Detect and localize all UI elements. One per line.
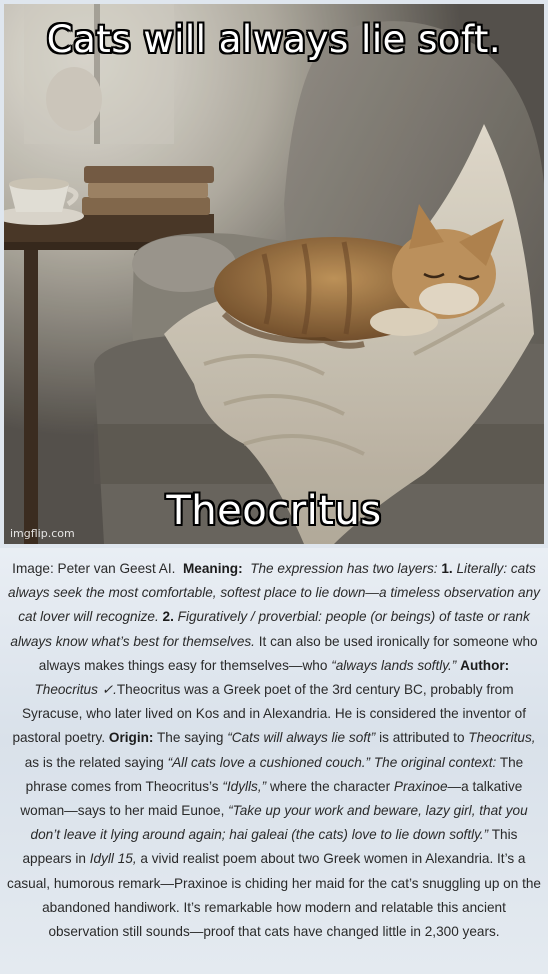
meme-image — [4, 4, 544, 544]
image-credit: Image: Peter van Geest AI. — [12, 561, 176, 576]
cat-on-armchair-illustration — [4, 4, 544, 544]
imgflip-watermark: imgflip.com — [10, 527, 75, 540]
bottom-caption: Theocritus — [166, 488, 382, 534]
description-panel — [0, 548, 548, 974]
top-caption: Cats will always lie soft. — [46, 18, 502, 61]
description-text: Image: Peter van Geest AI. Meaning: The expression has two layers: 1. Literally: cats always seek the most comfortable, softest place to lie down—a timeless observation any cat lover will recognize. 2. Figuratively / proverbial: people (or beings) of taste or rank always know what’s best for themselves. It can also be used ironically for someone who always makes things easy for themselves—who “always lands softly.” Author: Theocritus ✓.Theocritus was a Greek poet of the 3rd century BC, probably from Syracuse, who later lived on Kos and in Alexandria. He is considered the inventor of pastoral poetry. Origin: The saying “Cats will always lie soft” is attributed to Theocritus, as is the related saying “All cats love a cushioned couch.” The original context: The phrase comes from Theocritus’s “Idylls,” where the character Praxinoe—a talkative woman—says to her maid Eunoe, “Take up your work and beware, lazy girl, that you don’t leave it lying around again; hai galeai (the cats) love to lie down softly.” This appears in Idyll 15, a vivid realist poem about two Greek women in Alexandria. It’s a casual, humorous remark—Praxinoe is chiding her maid for the cat’s snuggling up on the abandoned handiwork. It’s remarkable how modern and relatable this ancient observation still sounds—proof that cats have changed little in 2,300 years. — [7, 561, 541, 940]
origin-label: Origin: — [108, 730, 154, 746]
meaning-label: Meaning: — [182, 561, 243, 576]
context-label: The original context: — [373, 754, 497, 770]
author-label: Author: — [460, 657, 510, 673]
author-name: Theocritus ✓. — [34, 682, 117, 698]
